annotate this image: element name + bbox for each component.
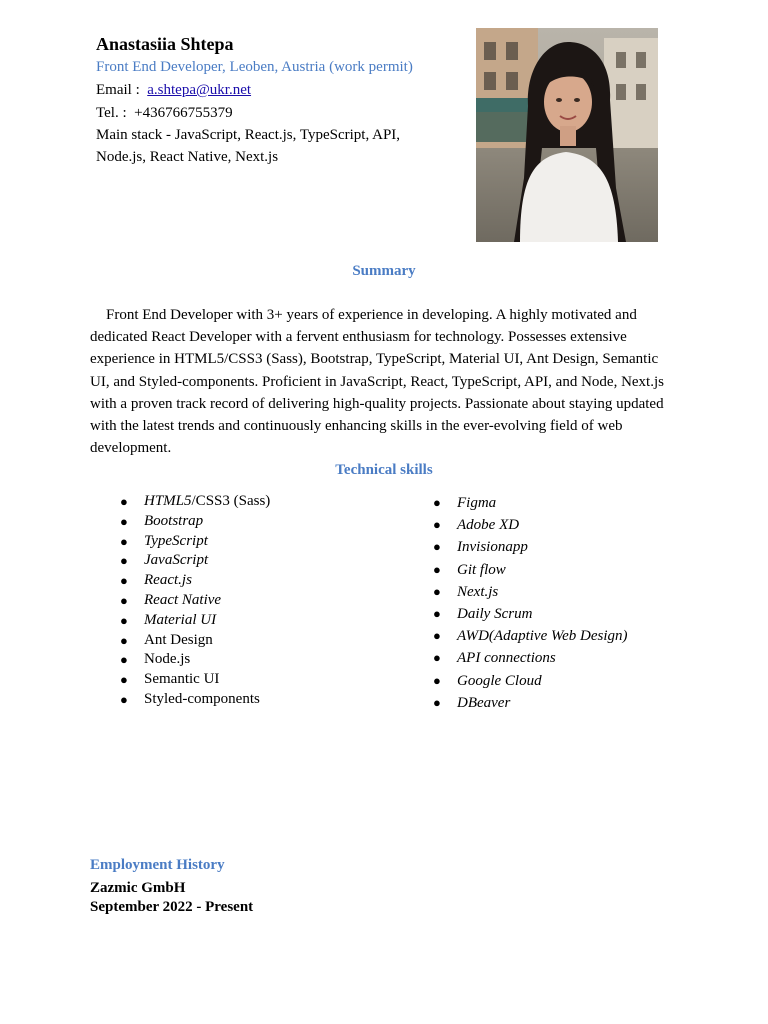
phone-line (96, 105, 233, 122)
skill-name-italic: HTML5 (144, 493, 192, 509)
email-label: Email : (96, 82, 140, 98)
skill-name-italic: Google Cloud (457, 672, 542, 689)
skill-name: Ant Design (144, 631, 213, 648)
skill-item (433, 692, 628, 714)
skill-item (120, 571, 270, 591)
skill-item (433, 559, 628, 581)
skill-name-italic: JavaScript (144, 552, 209, 569)
employer-name: Zazmic GmbH (90, 880, 186, 896)
skill-name: /CSS3 (Sass) (191, 493, 271, 509)
employment-period: September 2022 - Present (90, 899, 254, 915)
skills-list-left (120, 492, 270, 710)
email-line (96, 82, 251, 99)
skill-name-italic: Invisionapp (457, 539, 528, 556)
skill-name-italic: Bootstrap (144, 512, 204, 529)
skill-item (433, 581, 628, 603)
skill-item (120, 551, 270, 571)
skills-list-right (433, 492, 628, 714)
main-stack-line-1: Main stack - JavaScript, React.js, TypeScript, API, (96, 127, 401, 143)
main-stack-line-2: Node.js, React Native, Next.js (96, 149, 279, 165)
employment-history-heading: Employment History (90, 857, 225, 873)
email-link[interactable]: a.shtepa@ukr.net (147, 82, 252, 98)
skill-name: Node.js (144, 651, 191, 668)
skill-name-italic: TypeScript (144, 532, 208, 549)
skill-name-italic: DBeaver (457, 694, 511, 711)
skill-item (120, 631, 270, 651)
skill-item (120, 492, 270, 512)
skill-name-italic: Material UI (144, 611, 217, 628)
skill-item (433, 670, 628, 692)
skill-name-italic: Figma (457, 495, 497, 511)
profile-photo (476, 28, 658, 242)
skill-name-italic: API connections (457, 650, 556, 667)
skill-item (433, 492, 628, 514)
skill-item (433, 603, 628, 625)
skill-name-italic: React Native (144, 591, 222, 608)
phone-number: +436766755379 (134, 105, 233, 121)
skill-name-italic: Next.js (457, 583, 499, 600)
candidate-name: Anastasiia Shtepa (96, 34, 234, 54)
skill-item (433, 536, 628, 558)
skill-name: Semantic UI (144, 671, 220, 688)
skill-name: Styled-components (144, 690, 260, 707)
skill-item (120, 650, 270, 670)
skill-item (120, 670, 270, 690)
skill-item (433, 625, 628, 647)
skill-item (120, 591, 270, 611)
summary-text: Front End Developer with 3+ years of experience in developing. A highly motivated and dedicated React Developer with a fervent enthusiasm for technology. Possesses extensive experience in HTML5/CSS3 (Sass), Bootstrap, TypeScript, Material UI, Ant Design, Semantic UI, and Styled-components. Proficient in JavaScript, React, TypeScript, API, and Node, Next.js with a proven track record of delivering high-quality projects. Passionate about staying updated with the latest trends and continuously enhancing skills in the ever-evolving field of web development. (90, 307, 664, 457)
skill-item (120, 532, 270, 552)
skill-name-italic: Git flow (457, 561, 506, 578)
technical-skills-heading: Technical skills (335, 462, 433, 478)
skill-item (433, 647, 628, 669)
skill-name-italic: React.js (144, 572, 192, 589)
skill-name-italic: Adobe XD (457, 517, 520, 534)
skill-item (120, 512, 270, 532)
skill-name-italic: AWD(Adaptive Web Design) (457, 628, 628, 645)
summary-heading: Summary (352, 263, 416, 279)
skill-item (120, 690, 270, 710)
skill-name-italic: Daily Scrum (457, 606, 533, 623)
skill-item (120, 611, 270, 631)
job-title-location: Front End Developer, Leoben, Austria (work permit) (96, 59, 413, 75)
skill-item (433, 514, 628, 536)
phone-label: Tel. : (96, 105, 127, 121)
